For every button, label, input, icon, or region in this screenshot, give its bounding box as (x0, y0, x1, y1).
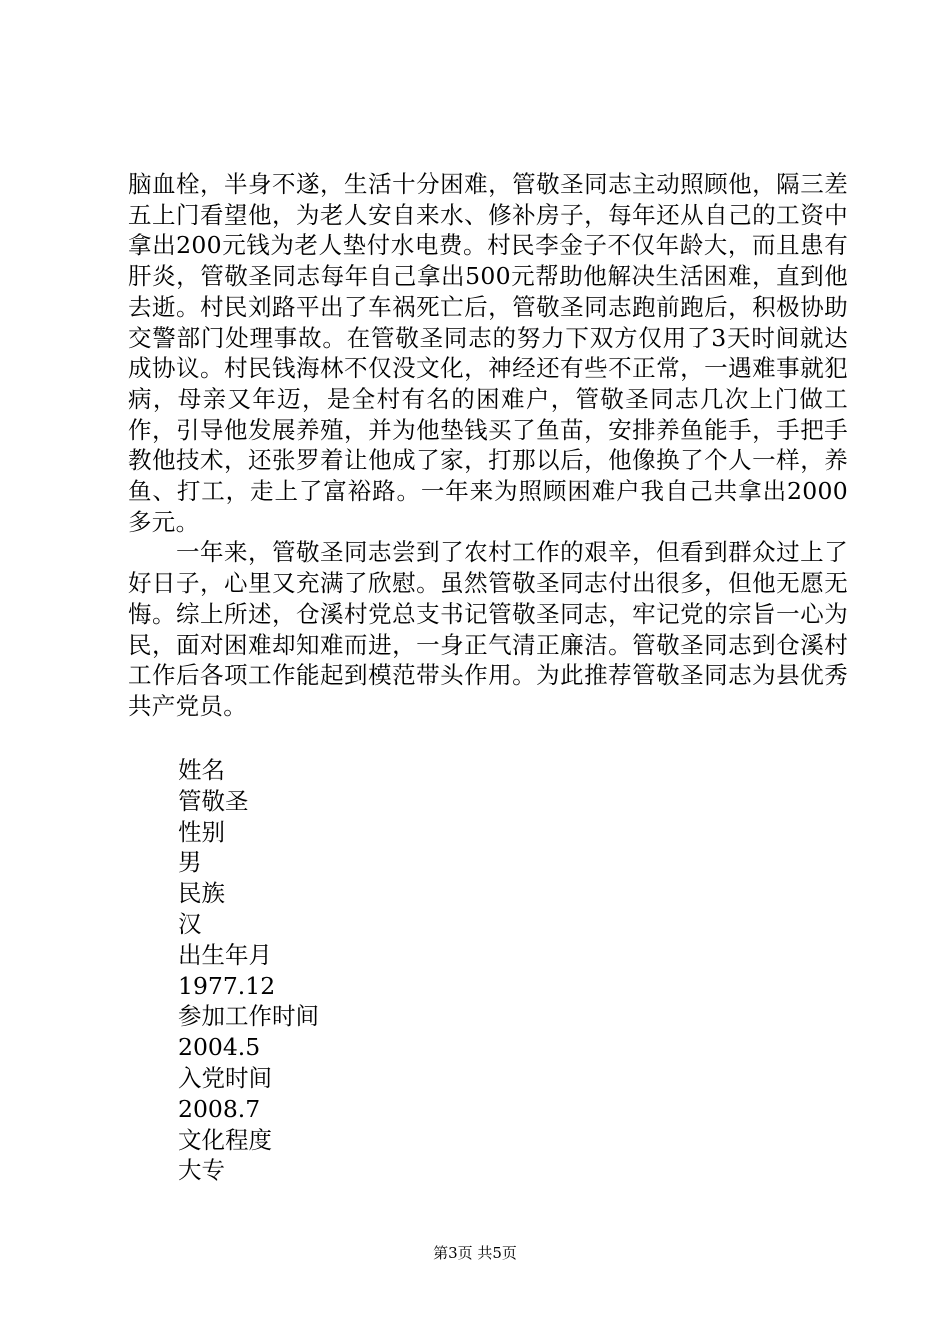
body-text (128, 169, 848, 722)
field-value-party-join: 2008.7 (178, 1094, 261, 1123)
page-number-footer: 第3页 共5页 (433, 1244, 517, 1262)
info-field-list (178, 755, 319, 1186)
field-label-name: 姓名 (178, 756, 225, 784)
field-label-gender: 性别 (178, 817, 225, 846)
field-label-education: 文化程度 (178, 1125, 272, 1154)
field-value-education: 大专 (178, 1156, 225, 1185)
field-value-ethnicity: 汉 (178, 909, 202, 938)
paragraph-summary: 一年来，管敬圣同志尝到了农村工作的艰辛，但看到群众过上了好日子，心里又充满了欣慰。虽然管敬圣同志付出很多，但他无愿无悔。综上所述，仓溪村党总支书记管敬圣同志，牢记党的宗旨一心为民，面对困难却知难而进，一身正气清正廉洁。管敬圣同志到仓溪村工作后各项工作能起到模范带头作用。为此推荐管敬圣同志为县优秀共产党员。 (128, 538, 848, 720)
field-value-name: 管敬圣 (178, 786, 249, 815)
field-label-party-join: 入党时间 (178, 1063, 272, 1092)
field-value-gender: 男 (178, 848, 202, 877)
field-label-ethnicity: 民族 (178, 879, 225, 908)
paragraph-continuation: 脑血栓，半身不遂，生活十分困难，管敬圣同志主动照顾他，隔三差五上门看望他，为老人安自来水、修补房子，每年还从自己的工资中拿出200元钱为老人垫付水电费。村民李金子不仅年龄大，而且患有肝炎，管敬圣同志每年自己拿出500元帮助他解决生活困难，直到他去逝。村民刘路平出了车祸死亡后，管敬圣同志跑前跑后，积极协助交警部门处理事故。在管敬圣同志的努力下双方仅用了3天时间就达成协议。村民钱海林不仅没文化，神经还有些不正常，一遇难事就犯病，母亲又年迈，是全村有名的困难户，管敬圣同志几次上门做工作，引导他发展养殖，并为他垫钱买了鱼苗，安排养鱼能手，手把手教他技术，还张罗着让他成了家，打那以后，他像换了个人一样，养鱼、打工，走上了富裕路。一年来为照顾困难户我自己共拿出2000多元。 (128, 170, 848, 536)
field-label-work-start: 参加工作时间 (178, 1002, 319, 1031)
field-value-birth-date: 1977.12 (178, 971, 276, 1000)
field-value-work-start: 2004.5 (178, 1033, 261, 1062)
field-label-birth-date: 出生年月 (178, 940, 272, 969)
